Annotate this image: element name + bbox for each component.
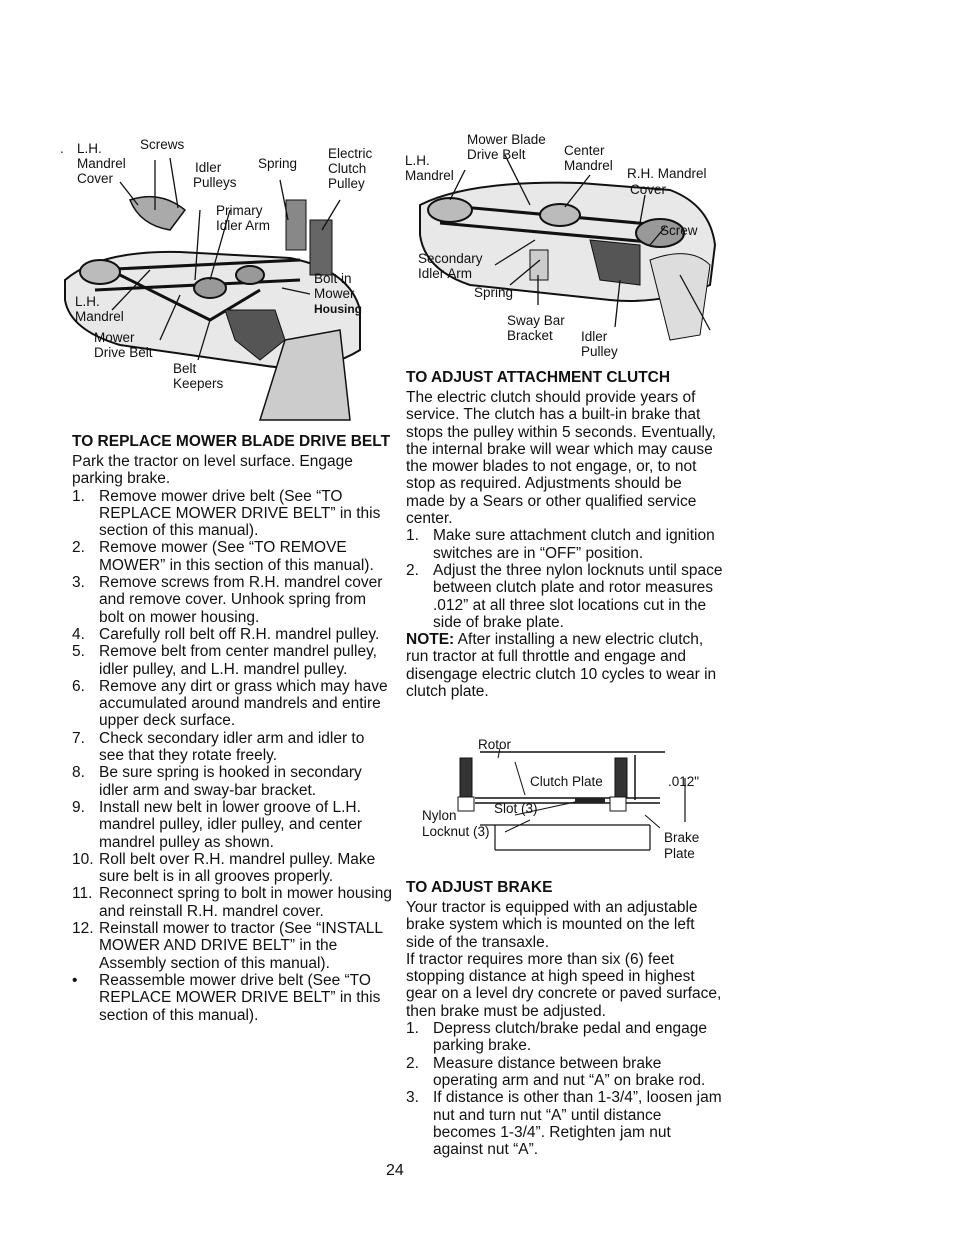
fig1-label: Spring (258, 156, 298, 171)
list-item (406, 527, 724, 562)
list-item-text: Remove mower drive belt (See “TO REPLACE MOWER DRIVE BELT” in this section of this manual). (99, 487, 381, 540)
left-intro: Park the tractor on level surface. Engage parking brake. (72, 453, 353, 488)
fig2-label: Center (564, 143, 605, 158)
list-item-number: 2. (72, 539, 85, 557)
list-item (72, 678, 392, 730)
fig2-label: R.H. Mandrel (627, 166, 707, 181)
list-item (72, 920, 392, 972)
list-item (72, 488, 392, 540)
list-item-number: 5. (72, 643, 85, 661)
fig3-label: Clutch Plate (530, 774, 603, 789)
list-item-text: Install new belt in lower groove of L.H. mandrel pulley, idler pulley, and center mandrel pulley as shown. (99, 798, 363, 851)
list-item-text: Carefully roll belt off R.H. mandrel pulley. (99, 625, 380, 643)
fig2-label: Mandrel (564, 158, 613, 173)
list-item-text: Remove belt from center mandrel pulley, idler pulley, and L.H. mandrel pulley. (99, 643, 377, 678)
fig3-label: Slot (3) (494, 801, 538, 816)
fig3-label: Brake (664, 830, 700, 845)
clutch-note (406, 631, 724, 700)
list-item-number: 2. (406, 1054, 419, 1072)
fig3-label: .012" (668, 774, 700, 789)
list-item-text: Remove mower (See “TO REMOVE MOWER” in this section of this manual). (99, 539, 374, 574)
list-item-text: Roll belt over R.H. mandrel pulley. Make sure belt is in all grooves properly. (99, 850, 376, 886)
right-column (406, 369, 724, 700)
list-item-number: 9. (72, 798, 85, 816)
list-item-number: 10. (72, 850, 94, 868)
list-item-text: Remove screws from R.H. mandrel cover and remove cover. Unhook spring from bolt on mower housing. (99, 574, 383, 626)
left-steps-list (72, 488, 392, 1024)
list-item-text: Depress clutch/brake pedal and engage parking brake. (433, 1020, 708, 1055)
list-item (72, 574, 392, 626)
fig2-label: Sway Bar (507, 313, 565, 328)
fig1-label: Bolt in (314, 271, 352, 286)
list-item-text: Remove any dirt or grass which may have accumulated around mandrels and entire upper deck surface. (99, 677, 388, 730)
fig2-label: Pulley (581, 344, 618, 359)
list-item-number: 7. (72, 729, 85, 747)
list-item-number: 11. (72, 885, 93, 903)
list-item (72, 626, 392, 643)
page-number: 24 (386, 1162, 404, 1179)
list-item-text: Reassemble mower drive belt (See “TO REPLACE MOWER DRIVE BELT” in this section of this manual). (99, 971, 381, 1024)
fig1-label: Housing (314, 302, 362, 316)
list-item-text: Reconnect spring to bolt in mower housing and reinstall R.H. mandrel cover. (99, 885, 392, 920)
fig1-label: Idler (195, 160, 222, 175)
fig1-label: Cover (77, 171, 114, 186)
fig1-label: Clutch (328, 161, 367, 176)
list-item (406, 1020, 724, 1055)
brake-intro-1: Your tractor is equipped with an adjustable brake system which is mounted on the left side of the transaxle. (406, 899, 698, 951)
list-item-number: 4. (72, 625, 85, 643)
fig1-label: Electric (328, 146, 373, 161)
clutch-intro: The electric clutch should provide years of service. The clutch has a built-in brake that stops the pulley within 5 seconds. Eventually, the internal brake will wear which may cause the mower blades to not engage, or, to not stop as required. Adjustments should be made by a Sears or other qualified service center. (406, 389, 716, 528)
fig1-label: Primary (216, 203, 263, 218)
fig1-label: Mower (314, 286, 355, 301)
list-item-text: Check secondary idler arm and idler to see that they rotate freely. (99, 729, 365, 765)
list-item-number: • (72, 971, 78, 989)
list-item (406, 562, 724, 631)
list-item (72, 851, 392, 886)
list-item-text: Reinstall mower to tractor (See “INSTALL MOWER AND DRIVE BELT” in the Assembly section of this manual). (99, 920, 383, 972)
heading-adjust-attachment-clutch: TO ADJUST ATTACHMENT CLUTCH (406, 369, 671, 386)
fig1-label: Drive Belt (94, 345, 153, 360)
list-item-text: If distance is other than 1-3/4”, loosen jam nut and turn nut “A” until distance becomes 1-3/4”. Retighten jam nut against nut “A”. (433, 1089, 722, 1159)
fig1-label: Pulley (328, 176, 365, 191)
fig2-label: Mower Blade (467, 132, 546, 147)
list-item (72, 539, 392, 574)
fig3-label: Locknut (3) (422, 824, 490, 839)
list-item (72, 764, 392, 799)
list-item-text: Be sure spring is hooked in secondary idler arm and sway-bar bracket. (99, 764, 362, 799)
fig2-label: L.H. (405, 153, 430, 168)
fig1-label: L.H. (77, 141, 102, 156)
left-column (72, 433, 392, 1024)
note-label: NOTE: (406, 631, 455, 649)
list-item-number: 6. (72, 677, 85, 695)
list-item-text: Adjust the three nylon locknuts until space between clutch plate and rotor measures .012” at all three slot locations cut in the side of brake plate. (433, 561, 723, 631)
fig1-label: Idler Arm (216, 218, 271, 233)
fig2-label: Screw (660, 223, 698, 238)
fig1-label: L.H. (75, 294, 100, 309)
list-item (406, 1055, 724, 1090)
list-item-number: 12. (72, 920, 94, 938)
list-item (72, 730, 392, 765)
list-item (72, 885, 392, 920)
fig3-label: Nylon (422, 808, 457, 823)
fig2-label: Cover (630, 182, 667, 197)
list-item-number: 2. (406, 561, 419, 579)
fig2-label: Idler Arm (418, 266, 473, 281)
list-item-number: 1. (406, 527, 419, 545)
brake-steps-list (406, 1020, 724, 1158)
fig3-label: Plate (664, 846, 695, 861)
fig1-label: Screws (140, 137, 185, 152)
brake-intro-2: If tractor requires more than six (6) feet stopping distance at high speed in highest gear on a level dry concrete or paved surface, then brake must be adjusted. (406, 950, 722, 1020)
list-item-number: 3. (72, 574, 85, 592)
list-item-text: Make sure attachment clutch and ignition switches are in “OFF” position. (433, 527, 715, 562)
fig1-bullet: . (60, 141, 64, 156)
list-item-number: 3. (406, 1089, 419, 1107)
heading-replace-mower-blade-drive-belt: TO REPLACE MOWER BLADE DRIVE BELT (72, 433, 391, 450)
list-item (72, 972, 392, 1024)
list-item (406, 1089, 724, 1158)
clutch-steps-list (406, 527, 724, 631)
fig2-label: Drive Belt (467, 147, 526, 162)
fig2-label: Idler (581, 329, 608, 344)
list-item-text: Measure distance between brake operating arm and nut “A” on brake rod. (433, 1054, 706, 1089)
fig2-label: Secondary (418, 251, 483, 266)
fig1-label: Mower (94, 330, 135, 345)
fig1-label: Belt (173, 361, 197, 376)
fig1-label: Keepers (173, 376, 224, 391)
list-item (72, 643, 392, 678)
list-item-number: 8. (72, 764, 85, 782)
fig1-label: Mandrel (75, 309, 124, 324)
note-text: After installing a new electric clutch, run tractor at full throttle and engage and disengage electric clutch 10 cycles to wear in clutch plate. (406, 631, 717, 701)
fig3-label: Rotor (478, 737, 512, 752)
fig1-label: Pulleys (193, 175, 237, 190)
fig2-label: Mandrel (405, 168, 454, 183)
heading-adjust-brake: TO ADJUST BRAKE (406, 879, 553, 896)
fig2-label: Spring (474, 285, 514, 300)
brake-section (406, 879, 724, 1158)
fig2-label: Bracket (507, 328, 553, 343)
fig1-label: Mandrel (77, 156, 126, 171)
list-item (72, 799, 392, 851)
list-item-number: 1. (72, 487, 85, 505)
list-item-number: 1. (406, 1020, 419, 1038)
